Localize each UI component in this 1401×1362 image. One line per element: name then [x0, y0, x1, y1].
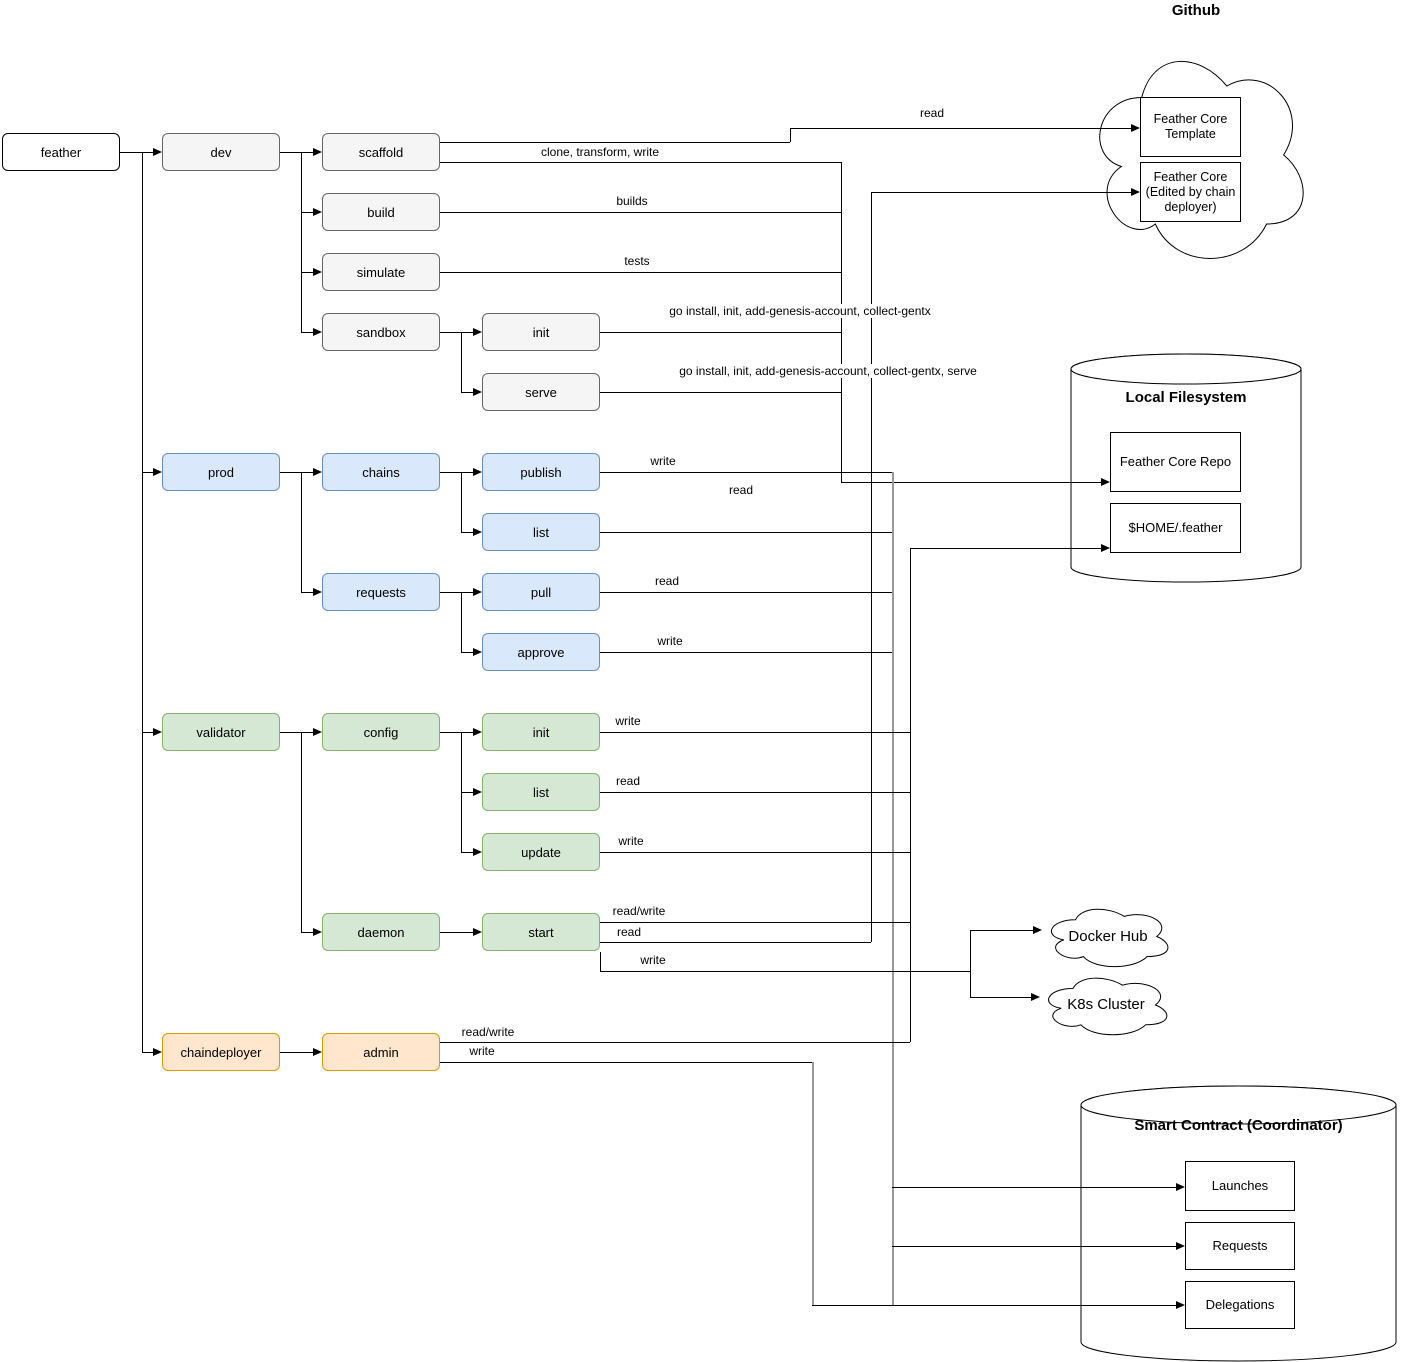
home-feather-box: $HOME/.feather — [1110, 503, 1241, 553]
connector-line — [280, 732, 301, 733]
arrowhead — [153, 468, 162, 476]
connector-line — [461, 472, 473, 473]
arrowhead — [1101, 478, 1110, 486]
connector-line — [461, 652, 473, 653]
prod-bus — [301, 472, 302, 592]
node-sandbox: sandbox — [322, 313, 440, 351]
arrowhead — [473, 928, 482, 936]
node-config-init: init — [482, 713, 600, 751]
connector-line — [280, 152, 301, 153]
connector-line — [600, 392, 841, 393]
edge-label-start-rw: read/write — [612, 904, 666, 918]
edge-label-start-write: write — [640, 953, 666, 967]
connector-line — [440, 1042, 910, 1043]
arrowhead — [1101, 544, 1110, 552]
arrowhead — [473, 588, 482, 596]
node-pull: pull — [482, 573, 600, 611]
arrowhead — [313, 728, 322, 736]
connector-line — [600, 332, 841, 333]
connector-line — [600, 952, 601, 971]
connector-line — [301, 212, 313, 213]
node-publish: publish — [482, 453, 600, 491]
arrowhead — [473, 648, 482, 656]
node-simulate: simulate — [322, 253, 440, 291]
node-requests: requests — [322, 573, 440, 611]
connector-line — [600, 652, 892, 653]
connector-line — [440, 272, 841, 273]
prod-to-contract-bus — [892, 472, 894, 1305]
connector-line — [790, 128, 1131, 129]
edge-label-simulate: tests — [624, 254, 650, 268]
connector-line — [461, 332, 473, 333]
arrowhead — [313, 268, 322, 276]
connector-line — [301, 732, 313, 733]
arrowhead — [1176, 1242, 1185, 1250]
connector-line — [440, 932, 473, 933]
edge-label-start-read: read — [616, 925, 642, 939]
connector-line — [440, 142, 790, 143]
arrowhead — [473, 788, 482, 796]
node-serve: serve — [482, 373, 600, 411]
dev-to-repo-bus — [841, 162, 842, 482]
edge-label-admin-rw: read/write — [461, 1025, 515, 1039]
node-approve: approve — [482, 633, 600, 671]
node-scaffold: scaffold — [322, 133, 440, 171]
connector-line — [301, 152, 313, 153]
connector-line — [892, 1246, 1176, 1247]
node-build: build — [322, 193, 440, 231]
docker-hub-label: Docker Hub — [1068, 928, 1148, 945]
arrowhead — [1033, 926, 1042, 934]
arrowhead — [313, 208, 322, 216]
connector-line — [301, 332, 313, 333]
dev-bus — [301, 152, 302, 332]
connector-line — [970, 930, 1033, 931]
connector-line — [600, 532, 892, 533]
connector-line — [600, 792, 910, 793]
edge-label-publish: write — [650, 454, 676, 468]
edge-label-admin-write: write — [469, 1044, 495, 1058]
arrowhead — [313, 328, 322, 336]
home-feather-bus — [910, 548, 911, 1042]
connector-line — [301, 592, 313, 593]
connector-line — [600, 732, 910, 733]
requests-bus — [461, 592, 462, 652]
node-dev: dev — [162, 133, 280, 171]
arrowhead — [313, 468, 322, 476]
node-chains-list: list — [482, 513, 600, 551]
arrowhead — [1031, 993, 1040, 1001]
connector-line — [461, 732, 473, 733]
node-daemon: daemon — [322, 913, 440, 951]
sandbox-bus — [461, 332, 462, 392]
arrowhead — [313, 928, 322, 936]
connector-line — [440, 472, 461, 473]
connector-line — [910, 548, 1101, 549]
connector-line — [892, 1187, 1176, 1188]
connector-line — [600, 852, 910, 853]
edge-label-scaffold-read: read — [919, 106, 945, 120]
connector-line — [440, 732, 461, 733]
smart-contract-title: Smart Contract (Coordinator) — [1134, 1117, 1343, 1134]
node-chains: chains — [322, 453, 440, 491]
node-feather: feather — [2, 133, 120, 171]
connector-line — [440, 162, 841, 163]
github-title: Github — [1171, 2, 1221, 19]
k8s-cluster-label: K8s Cluster — [1067, 996, 1145, 1013]
edge-label-pull: read — [654, 574, 680, 588]
feather-core-edited-box: Feather Core (Edited by chain deployer) — [1140, 162, 1241, 222]
connector-line — [600, 592, 892, 593]
admin-to-delegations-bus — [812, 1062, 814, 1305]
edge-label-update: write — [618, 834, 644, 848]
arrowhead — [1176, 1301, 1185, 1309]
connector-line — [461, 592, 473, 593]
connector-line — [280, 1052, 313, 1053]
edge-label-serve: go install, init, add-genesis-account, collect-gentx, serve — [679, 364, 977, 378]
connector-line — [461, 532, 473, 533]
node-config: config — [322, 713, 440, 751]
feather-core-repo-box: Feather Core Repo — [1110, 432, 1241, 492]
connector-line — [440, 592, 461, 593]
arrowhead — [1131, 124, 1140, 132]
connector-line — [461, 852, 473, 853]
arrowhead — [153, 728, 162, 736]
connector-line — [440, 212, 841, 213]
connector-line — [301, 472, 313, 473]
connector-line — [812, 1305, 1176, 1306]
delegations-box: Delegations — [1185, 1281, 1295, 1329]
node-chaindeployer: chaindeployer — [162, 1033, 280, 1071]
root-bus — [142, 152, 143, 1052]
connector-line — [280, 472, 301, 473]
node-validator: validator — [162, 713, 280, 751]
arrowhead — [153, 148, 162, 156]
requests-box: Requests — [1185, 1222, 1295, 1270]
edge-label-config-init: write — [615, 714, 641, 728]
connector-line — [142, 732, 153, 733]
feather-core-template-box: Feather Core Template — [1140, 97, 1241, 157]
arrowhead — [473, 728, 482, 736]
node-admin: admin — [322, 1033, 440, 1071]
connector-line — [440, 1062, 812, 1063]
local-filesystem-title: Local Filesystem — [1125, 389, 1247, 406]
node-update: update — [482, 833, 600, 871]
connector-line — [301, 932, 313, 933]
node-config-list: list — [482, 773, 600, 811]
node-start: start — [482, 913, 600, 951]
launches-box: Launches — [1185, 1161, 1295, 1211]
connector-line — [301, 272, 313, 273]
validator-bus — [301, 732, 302, 932]
connector-line — [461, 792, 473, 793]
connector-line — [970, 997, 1031, 998]
node-prod: prod — [162, 453, 280, 491]
docker-k8s-bracket — [970, 930, 971, 997]
node-sandbox-init: init — [482, 313, 600, 351]
connector-line — [440, 332, 461, 333]
arrowhead — [473, 388, 482, 396]
connector-line — [600, 472, 892, 473]
arrowhead — [1131, 188, 1140, 196]
arrowhead — [473, 848, 482, 856]
arrowhead — [473, 468, 482, 476]
edge-label-scaffold-ops: clone, transform, write — [540, 145, 660, 159]
connector-line — [790, 128, 791, 142]
edge-label-sandbox-init: go install, init, add-genesis-account, collect-gentx — [669, 304, 931, 318]
connector-line — [600, 971, 970, 972]
arrowhead — [313, 588, 322, 596]
arrowhead — [153, 1048, 162, 1056]
edge-label-build: builds — [616, 194, 648, 208]
arrowhead — [1176, 1183, 1185, 1191]
arrowhead — [473, 528, 482, 536]
connector-line — [871, 192, 1131, 193]
edge-label-chains-list: read — [728, 483, 754, 497]
connector-line — [142, 152, 153, 153]
connector-line — [120, 152, 142, 153]
connector-line — [600, 942, 871, 943]
connector-line — [841, 482, 1101, 483]
arrowhead — [313, 148, 322, 156]
chains-bus — [461, 472, 462, 532]
connector-line — [600, 922, 910, 923]
connector-line — [142, 472, 153, 473]
arrowhead — [473, 328, 482, 336]
connector-line — [461, 392, 473, 393]
connector-line — [142, 1052, 153, 1053]
edge-label-config-list: read — [615, 774, 641, 788]
arrowhead — [313, 1048, 322, 1056]
edge-label-approve: write — [657, 634, 683, 648]
